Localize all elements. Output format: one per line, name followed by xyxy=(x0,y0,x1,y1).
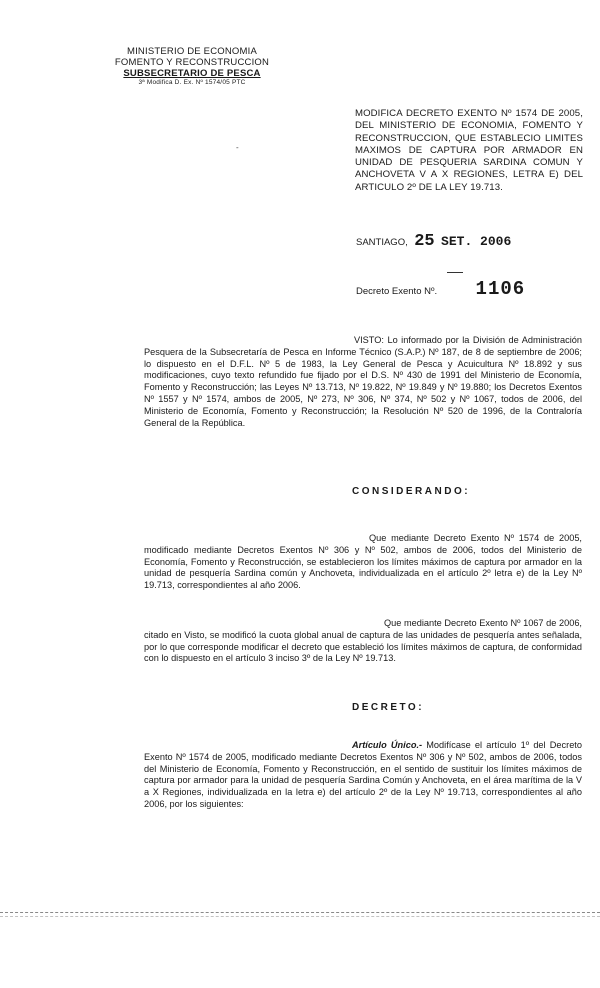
decree-title: MODIFICA DECRETO EXENTO Nº 1574 DE 2005, DEL MINISTERIO DE ECONOMIA, FOMENTO Y RECONSTRUCCION, QUE ESTABLECIO LIMITES MAXIMOS DE CAPTURA POR ARMADOR EN UNIDAD DE PESQUERIA SARDINA COMUN Y ANCHOVETA V A X REGIONES, LETRA E) DEL ARTICULO 2º DE LA LEY 19.713. xyxy=(355,108,583,193)
articulo-label: Artículo Único.- xyxy=(352,740,423,750)
date-day: 25 xyxy=(414,232,435,251)
visto-paragraph xyxy=(144,335,582,429)
visto-label: VISTO: xyxy=(354,335,384,345)
place-date xyxy=(356,232,511,251)
header-ministry: MINISTERIO DE ECONOMIA xyxy=(126,46,258,57)
visto-text: Lo informado por la División de Administración Pesquera de la Subsecretaría de Pesca en Informe Técnico (S.A.P.) Nº 187, de 8 de septiembre de 2006; lo dispuesto en el D.F.L. Nº 5 de 1983, la Ley General de Pesca y Acuicultura Nº 18.892 y sus modificaciones, cuyo texto refundido fue fijado por el D.S. Nº 430 de 1991 del Ministerio de Economía, Fomento y Reconstrucción; las Leyes Nº 13.713, Nº 19.822, Nº 19.849 y Nº 19.880; los Decretos Exentos Nº 1557 y Nº 1574, ambos de 2005, Nº 273, Nº 306, Nº 374, Nº 502 y Nº 1067, todos de 2006, del Ministerio de Economía, Fomento y Reconstrucción; la Resolución Nº 520 de 1996, de la Contraloría General de la República. xyxy=(144,335,582,428)
ministry-header xyxy=(112,46,272,87)
scan-edge-line-top xyxy=(0,912,600,913)
header-department: FOMENTO Y RECONSTRUCCION xyxy=(114,57,270,68)
considerando-paragraph-2: Que mediante Decreto Exento Nº 1067 de 2006, citado en Visto, se modificó la cuota global anual de captura de las unidades de pesquería antes señalada, por lo que corresponde modificar el decreto que estableció los límites máximos de captura, de conformidad con lo dispuesto en el artículo 3 inciso 3º de la Ley Nº 19.713. xyxy=(144,618,582,664)
header-reference: 3ª Modifica D. Ex. Nº 1574/05 PTC xyxy=(138,79,246,86)
decree-number-dash xyxy=(447,272,463,273)
decree-number xyxy=(356,278,525,300)
place-city: SANTIAGO, xyxy=(356,237,408,248)
stray-mark: - xyxy=(236,143,239,152)
decreto-heading: DECRETO: xyxy=(352,702,425,713)
decree-number-value: 1106 xyxy=(475,278,526,300)
date-month-year: SET. 2006 xyxy=(441,234,512,249)
considerando-heading: CONSIDERANDO: xyxy=(352,486,471,497)
articulo-unico-paragraph xyxy=(144,740,582,811)
scan-edge-line-bottom xyxy=(0,916,600,917)
decree-number-label: Decreto Exento Nº. xyxy=(356,286,438,297)
considerando-paragraph-1: Que mediante Decreto Exento Nº 1574 de 2005, modificado mediante Decretos Exentos Nº 306 y Nº 502, ambos de 2006, todos del Ministerio de Economía, Fomento y Reconstrucción, se establecieron los límites máximos de captura por armador en la unidad de pesquería Sardina común y Anchoveta, individualizada en el artículo 2º letra e) de la Ley Nº 19.713, correspondientes al año 2006. xyxy=(144,533,582,591)
articulo-text: Modifícase el artículo 1º del Decreto Exento Nº 1574 de 2005, modificado mediante Decretos Exentos Nº 306 y Nº 502, ambos de 2006, todos del Ministerio de Economía, Fomento y Reconstrucción, en el sentido de sustituir los límites máximos de captura por armador para la unidad de pesquería Sardina Común y Anchoveta, en el área marítima de la V a X Regiones, individualizada en la letra e) del artículo 2º de la Ley Nº 19.713, correspondientes al año 2006, por los siguientes: xyxy=(144,740,582,809)
header-subsecretary: SUBSECRETARIO DE PESCA xyxy=(123,68,261,79)
